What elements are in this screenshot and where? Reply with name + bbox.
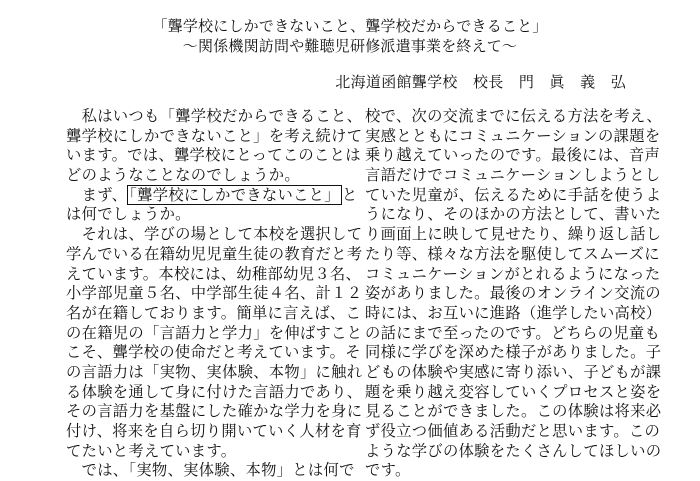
text-line: り画面上に映して見せたり、繰り返し話し [365,225,662,244]
text-line [66,186,356,206]
text-line: 姿がありました。最後のオンライン交流の [365,284,661,303]
text-line: コミュニケーションがとれるようになった [365,264,661,283]
text-line: 付け、将来を自ら切り開いていく人材を育 [66,422,362,440]
text-line: 題を乗り越え変容していくプロセスと姿を [365,382,662,401]
text-line: うになり、そのほかの方法として、書いた [365,205,662,224]
text-line: 小学部児童５名、中学部生徒４名、計１２ [66,284,363,303]
text-line: 私はいつも「聾学校だからできること、 [66,107,363,125]
text-line: 実感とともにコミュニケーションの課題を [365,126,661,145]
text-segment: と [341,185,358,204]
text-line: 同様に学びを深めた様子がありました。子 [365,343,662,362]
text-line: どもの体験や実感に寄り添い、子どもが課 [365,362,662,381]
text-line: たり等、様々な方法を駆使してスムーズに [365,244,660,263]
text-line: 校で、次の交流までに伝える方法を考え、 [365,107,662,125]
text-line: 聾学校にしかできないこと」を考え続けて [66,126,363,145]
author-line: 北海道函館聾学校 校長 門 眞 義 弘 [335,73,626,91]
text-line: てたいと考えています。 [66,441,237,460]
text-line: る体験を通して身に付けた言語力であり、 [66,382,363,401]
text-line: ような学びの体験をたくさんしてほしいの [365,441,662,460]
text-line: 言語だけでコミュニケーションしようとし [365,166,661,185]
text-line: こそ、聾学校の使命だと考えています。そ [66,343,361,362]
text-line: 学んでいる在籍幼児児童生徒の教育だと考 [66,244,363,263]
text-line: います。では、聾学校にとってこのことは [66,146,361,165]
text-segment: まず、 [66,185,128,204]
text-line: ず役立つ価値ある活動だと思います。この [365,422,661,440]
text-line: それは、学びの場として本校を選択して [66,225,363,244]
document-title: 「聾学校にしかできないこと、聾学校だからできること」 [152,17,548,35]
document-subtitle: ～関係機関訪問や難聴児研修派遣事業を終えて～ [182,37,518,55]
text-line: の言語力は「実物、実体験、本物」に触れ [66,362,363,381]
text-line: の在籍児の「言語力と学力」を伸ばすこと [66,323,363,342]
text-line: 見ることができました。この体験は将来必 [365,402,662,421]
left-text-column [66,107,363,481]
text-line: では、「実物、実体験、本物」とは何で [66,461,355,480]
right-text-column [365,107,662,481]
boxed-emphasis: 「聾学校にしかできないこと」 [129,185,340,204]
text-line: です。 [365,461,411,480]
text-line: その言語力を基盤にした確かな学力を身に [66,402,363,421]
text-line: どのようなことなのでしょうか。 [66,166,300,185]
text-line: 時には、お互いに進路（進学したい高校） [365,303,662,322]
text-line: 乗り越えていったのです。最後には、音声 [365,146,661,165]
text-line: ていた児童が、伝えるために手話を使うよ [365,185,662,204]
text-line: の話にまで至ったのです。どちらの児童も [365,323,661,342]
text-line: えています。本校には、幼稚部幼児３名、 [66,264,362,283]
text-line: は何でしょうか。 [66,205,191,224]
text-line: 名が在籍しております。簡単に言えば、こ [66,303,362,322]
